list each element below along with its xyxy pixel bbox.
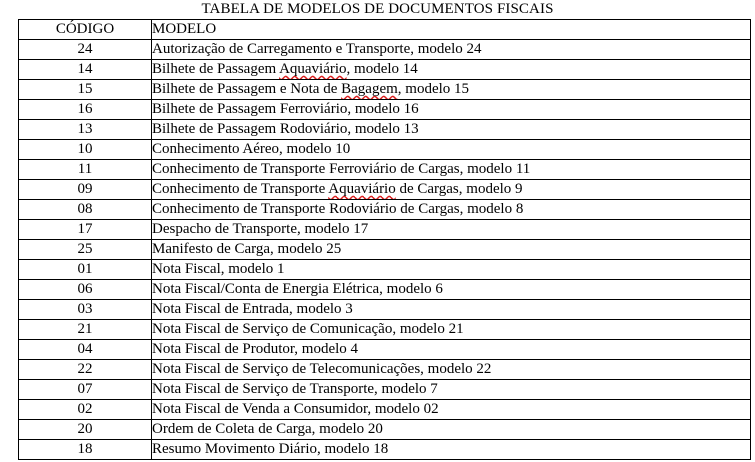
header-code: CÓDIGO <box>19 20 152 40</box>
model-name-cell: Autorização de Carregamento e Transporte, modelo 24 <box>152 40 751 60</box>
model-code-cell: 15 <box>19 80 152 100</box>
table-row <box>19 400 751 420</box>
model-code-cell: 01 <box>19 260 152 280</box>
model-code-cell: 13 <box>19 120 152 140</box>
table-row <box>19 160 751 180</box>
model-name-text: de Cargas, modelo 9 <box>395 181 523 197</box>
model-code-cell: 24 <box>19 40 152 60</box>
table-row <box>19 40 751 60</box>
header-model: MODELO <box>152 20 751 40</box>
table-row <box>19 240 751 260</box>
spellcheck-marked-word: Aquaviário <box>328 181 396 197</box>
table-row <box>19 180 751 200</box>
model-code-cell: 25 <box>19 240 152 260</box>
table-body <box>19 40 751 460</box>
model-name-cell <box>152 80 751 100</box>
model-name-cell: Nota Fiscal de Produtor, modelo 4 <box>152 340 751 360</box>
model-name-cell: Bilhete de Passagem Ferroviário, modelo 16 <box>152 100 751 120</box>
model-code-cell: 10 <box>19 140 152 160</box>
model-code-cell: 08 <box>19 200 152 220</box>
model-code-cell: 14 <box>19 60 152 80</box>
model-name-cell: Ordem de Coleta de Carga, modelo 20 <box>152 420 751 440</box>
model-code-cell: 06 <box>19 280 152 300</box>
document-title: TABELA DE MODELOS DE DOCUMENTOS FISCAIS <box>201 1 554 17</box>
model-name-cell: Conhecimento Aéreo, modelo 10 <box>152 140 751 160</box>
model-name-text: Bilhete de Passagem <box>152 61 280 77</box>
model-code-cell: 18 <box>19 440 152 460</box>
table-row <box>19 120 751 140</box>
model-name-cell: Nota Fiscal, modelo 1 <box>152 260 751 280</box>
model-code-cell: 11 <box>19 160 152 180</box>
table-row <box>19 80 751 100</box>
model-name-cell: Bilhete de Passagem Rodoviário, modelo 13 <box>152 120 751 140</box>
model-name-cell: Nota Fiscal de Serviço de Telecomunicações, modelo 22 <box>152 360 751 380</box>
model-code-cell: 21 <box>19 320 152 340</box>
table-row <box>19 380 751 400</box>
table-row <box>19 420 751 440</box>
model-code-cell: 22 <box>19 360 152 380</box>
model-name-cell: Nota Fiscal/Conta de Energia Elétrica, modelo 6 <box>152 280 751 300</box>
table-row <box>19 280 751 300</box>
model-name-cell: Nota Fiscal de Serviço de Transporte, modelo 7 <box>152 380 751 400</box>
model-code-cell: 03 <box>19 300 152 320</box>
spellcheck-marked-word: Bagagem <box>341 81 398 97</box>
table-row <box>19 320 751 340</box>
model-code-cell: 07 <box>19 380 152 400</box>
table-row <box>19 300 751 320</box>
model-name-text: Conhecimento de Transporte <box>152 181 329 197</box>
table-header-row <box>19 20 751 40</box>
model-name-cell: Nota Fiscal de Entrada, modelo 3 <box>152 300 751 320</box>
model-name-text: Bilhete de Passagem e Nota de <box>152 81 342 97</box>
model-name-cell: Conhecimento de Transporte Ferroviário de Cargas, modelo 11 <box>152 160 751 180</box>
model-code-cell: 04 <box>19 340 152 360</box>
table-row <box>19 100 751 120</box>
table-row <box>19 220 751 240</box>
table-row <box>19 60 751 80</box>
model-code-cell: 02 <box>19 400 152 420</box>
model-code-cell: 17 <box>19 220 152 240</box>
fiscal-models-table <box>18 19 751 460</box>
table-row <box>19 340 751 360</box>
model-code-cell: 09 <box>19 180 152 200</box>
model-name-cell: Resumo Movimento Diário, modelo 18 <box>152 440 751 460</box>
table-row <box>19 260 751 280</box>
model-name-cell <box>152 180 751 200</box>
model-name-cell: Nota Fiscal de Serviço de Comunicação, modelo 21 <box>152 320 751 340</box>
model-name-cell <box>152 60 751 80</box>
model-name-text: , modelo 15 <box>397 81 470 97</box>
spellcheck-marked-word: Aquaviário <box>279 61 347 77</box>
table-row <box>19 200 751 220</box>
model-name-text: , modelo 14 <box>346 61 418 77</box>
model-name-cell: Manifesto de Carga, modelo 25 <box>152 240 751 260</box>
table-row <box>19 360 751 380</box>
model-name-cell: Conhecimento de Transporte Rodoviário de Cargas, modelo 8 <box>152 200 751 220</box>
table-row <box>19 140 751 160</box>
table-row <box>19 440 751 460</box>
model-code-cell: 20 <box>19 420 152 440</box>
model-name-cell: Despacho de Transporte, modelo 17 <box>152 220 751 240</box>
model-name-cell: Nota Fiscal de Venda a Consumidor, modelo 02 <box>152 400 751 420</box>
model-code-cell: 16 <box>19 100 152 120</box>
